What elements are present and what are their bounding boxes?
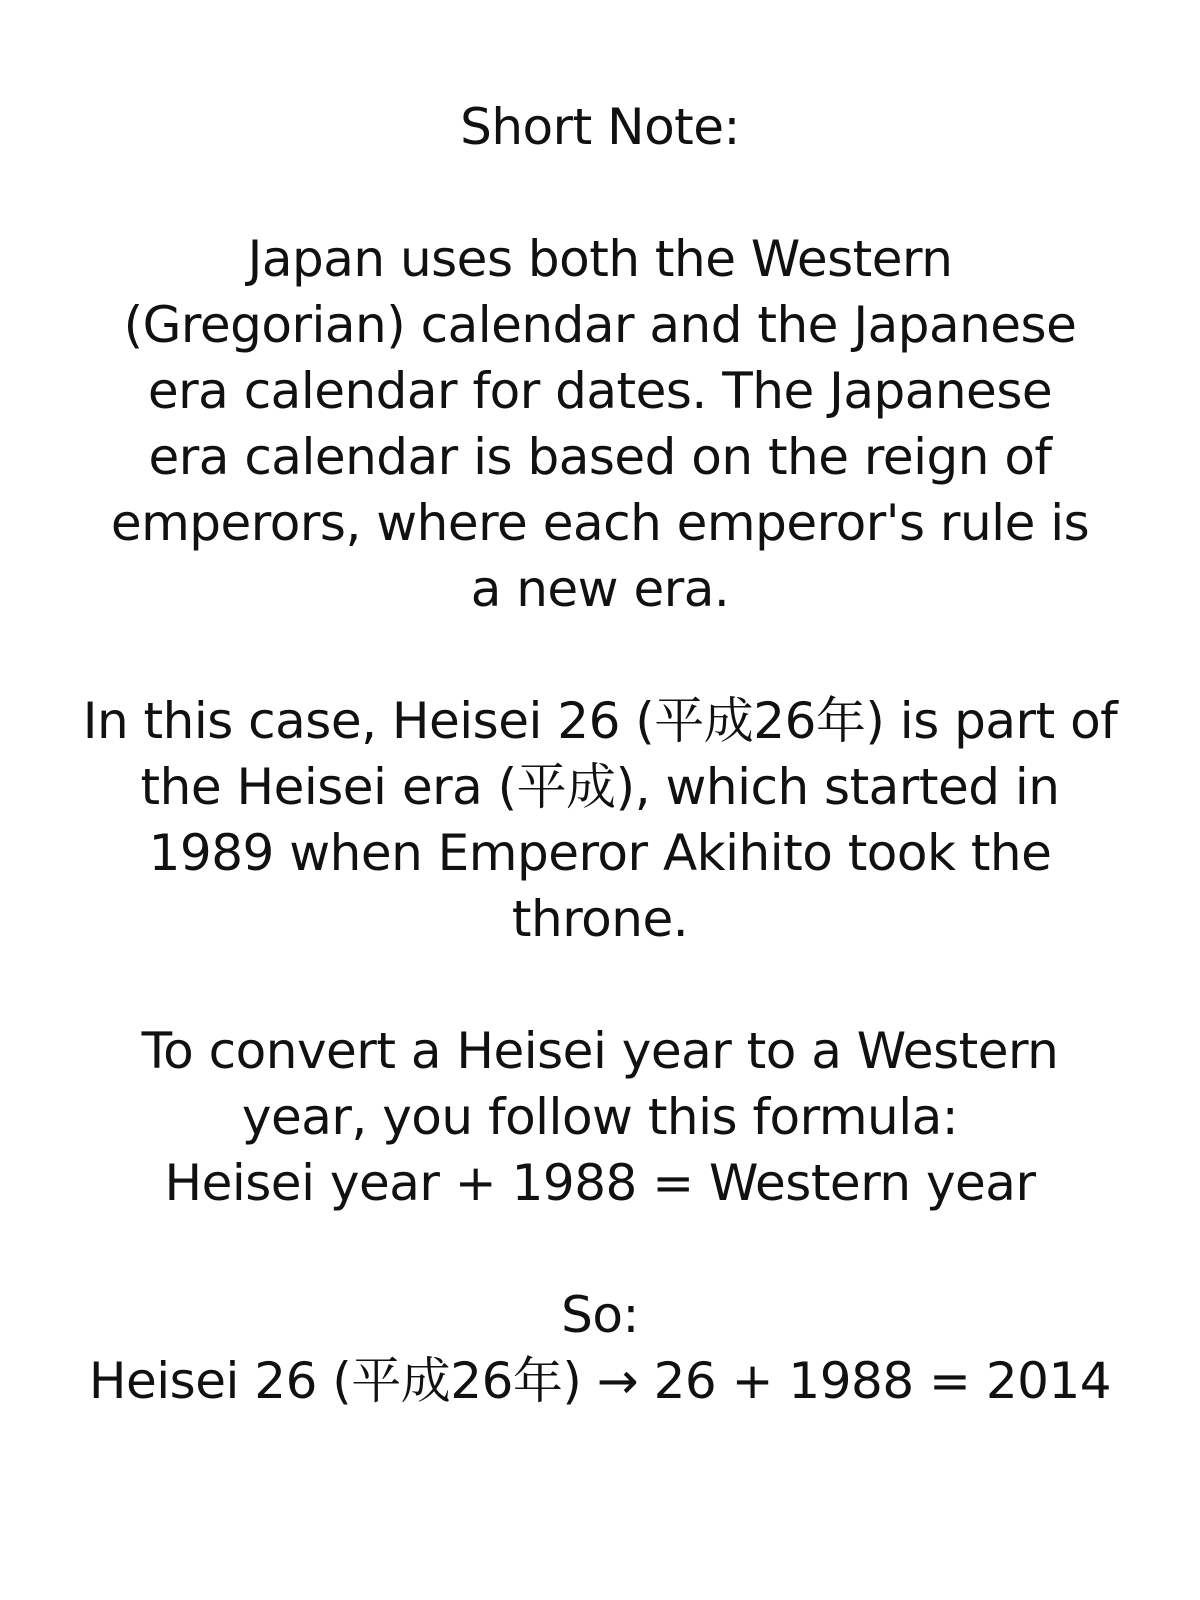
paragraph-line: (Gregorian) calendar and the Japanese <box>123 296 1077 354</box>
paragraph-line: throne. <box>511 890 689 948</box>
paragraph-line: era calendar is based on the reign of <box>148 428 1052 486</box>
note-title: Short Note: <box>460 98 740 156</box>
paragraph-line: era calendar for dates. The Japanese <box>147 362 1053 420</box>
paragraph-line: In this case, Heisei 26 (平成26年) is part of <box>82 692 1118 750</box>
paragraph-line: a new era. <box>470 560 730 618</box>
paragraph-line: 1989 when Emperor Akihito took the <box>148 824 1052 882</box>
formula-line: Heisei year + 1988 = Western year <box>164 1154 1036 1212</box>
paragraph-line: So: <box>561 1286 639 1344</box>
paragraph-line: Japan uses both the Western <box>247 230 953 288</box>
paragraph-line: emperors, where each emperor's rule is <box>110 494 1090 552</box>
paragraph-line: year, you follow this formula: <box>241 1088 959 1146</box>
example-calculation-line: Heisei 26 (平成26年) → 26 + 1988 = 2014 <box>88 1352 1112 1410</box>
paragraph-line: the Heisei era (平成), which started in <box>140 758 1060 816</box>
paragraph-line: To convert a Heisei year to a Western <box>141 1022 1059 1080</box>
